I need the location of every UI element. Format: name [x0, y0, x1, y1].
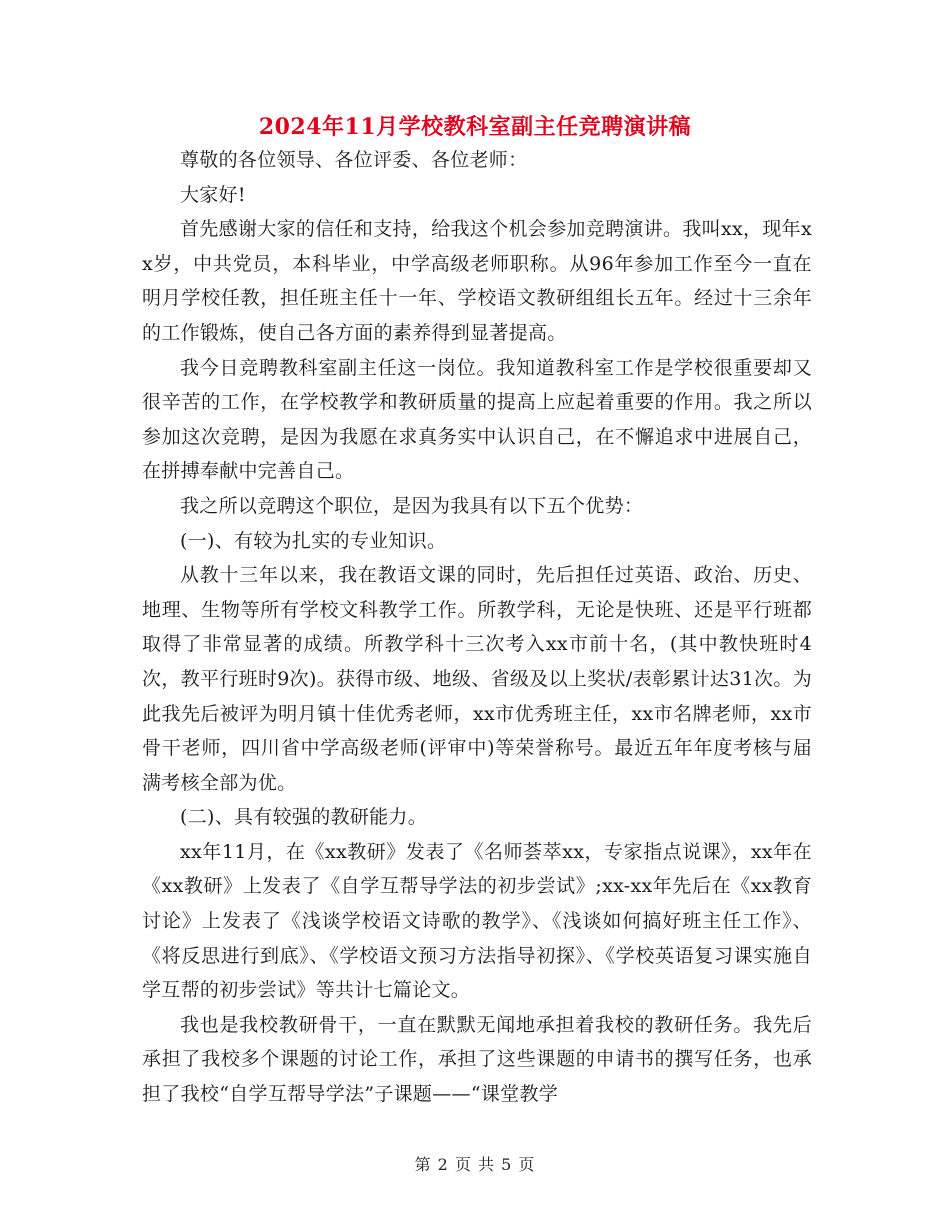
heading-advantage-1: (一)、有较为扎实的专业知识。: [180, 529, 447, 552]
paragraph-introduction: 首先感谢大家的信任和支持，给我这个机会参加竞聘演讲。我叫xx，现年xx岁，中共党员，本科毕业，中学高级老师职称。从96年参加工作至今一直在明月学校任教，担任班主任十一年、学校语文教研组组长五年。经过十三余年的工作锻炼，使自己各方面的素养得到显著提高。: [142, 218, 812, 344]
paragraph-position: 我今日竞聘教科室副主任这一岗位。我知道教科室工作是学校很重要却又很辛苦的工作，在学校教学和教研质量的提高上应起着重要的作用。我之所以参加这次竞聘，是因为我愿在求真务实中认识自己，在不懈追求中进展自己，在拼搏奉献中完善自己。: [142, 356, 812, 483]
page-number-footer: 第 2 页 共 5 页: [414, 1155, 536, 1174]
paragraph-research-role: 我也是我校教研骨干，一直在默默无闻地承担着我校的教研任务。我先后承担了我校多个课题的讨论工作，承担了这些课题的申请书的撰写任务，也承担了我校“自学互帮导学法”子课题——“课堂教学: [142, 1013, 812, 1106]
document-body: [142, 143, 812, 1112]
paragraph-salutation: 尊敬的各位领导、各位评委、各位老师：: [180, 149, 528, 171]
page-title: 2024年11月学校教科室副主任竞聘演讲稿: [258, 114, 692, 140]
paragraph-advantage-1: 从教十三年以来，我在教语文课的同时，先后担任过英语、政治、历史、地理、生物等所有学校文科教学工作。所教学科，无论是快班、还是平行班都取得了非常显著的成绩。所教学科十三次考入xx市前十名，(其中教快班时4次，教平行班时9次)。获得市级、地级、省级及以上奖状/表彰累计达31次。为此我先后被评为明月镇十佳优秀老师，xx市优秀班主任，xx市名牌老师，xx市骨干老师，四川省中学高级老师(评审中)等荣誉称号。最近五年年度考核与届满考核全部为优。: [142, 564, 812, 794]
paragraph-publications: xx年11月，在《xx教研》发表了《名师荟萃xx，专家指点说课》，xx年在《xx教研》上发表了《自学互帮导学法的初步尝试》;xx-xx年先后在《xx教育讨论》上发表了《浅谈学校语文诗歌的教学》、《浅谈如何搞好班主任工作》、《将反思进行到底》、《学校语文预习方法指导初探》、《学校英语复习课实施自学互帮的初步尝试》等共计七篇论文。: [142, 840, 812, 1002]
paragraph-greeting: 大家好!: [180, 183, 246, 206]
paragraph-advantages-intro: 我之所以竞聘这个职位，是因为我具有以下五个优势：: [180, 494, 644, 517]
heading-advantage-2: (二)、具有较强的教研能力。: [180, 806, 428, 829]
